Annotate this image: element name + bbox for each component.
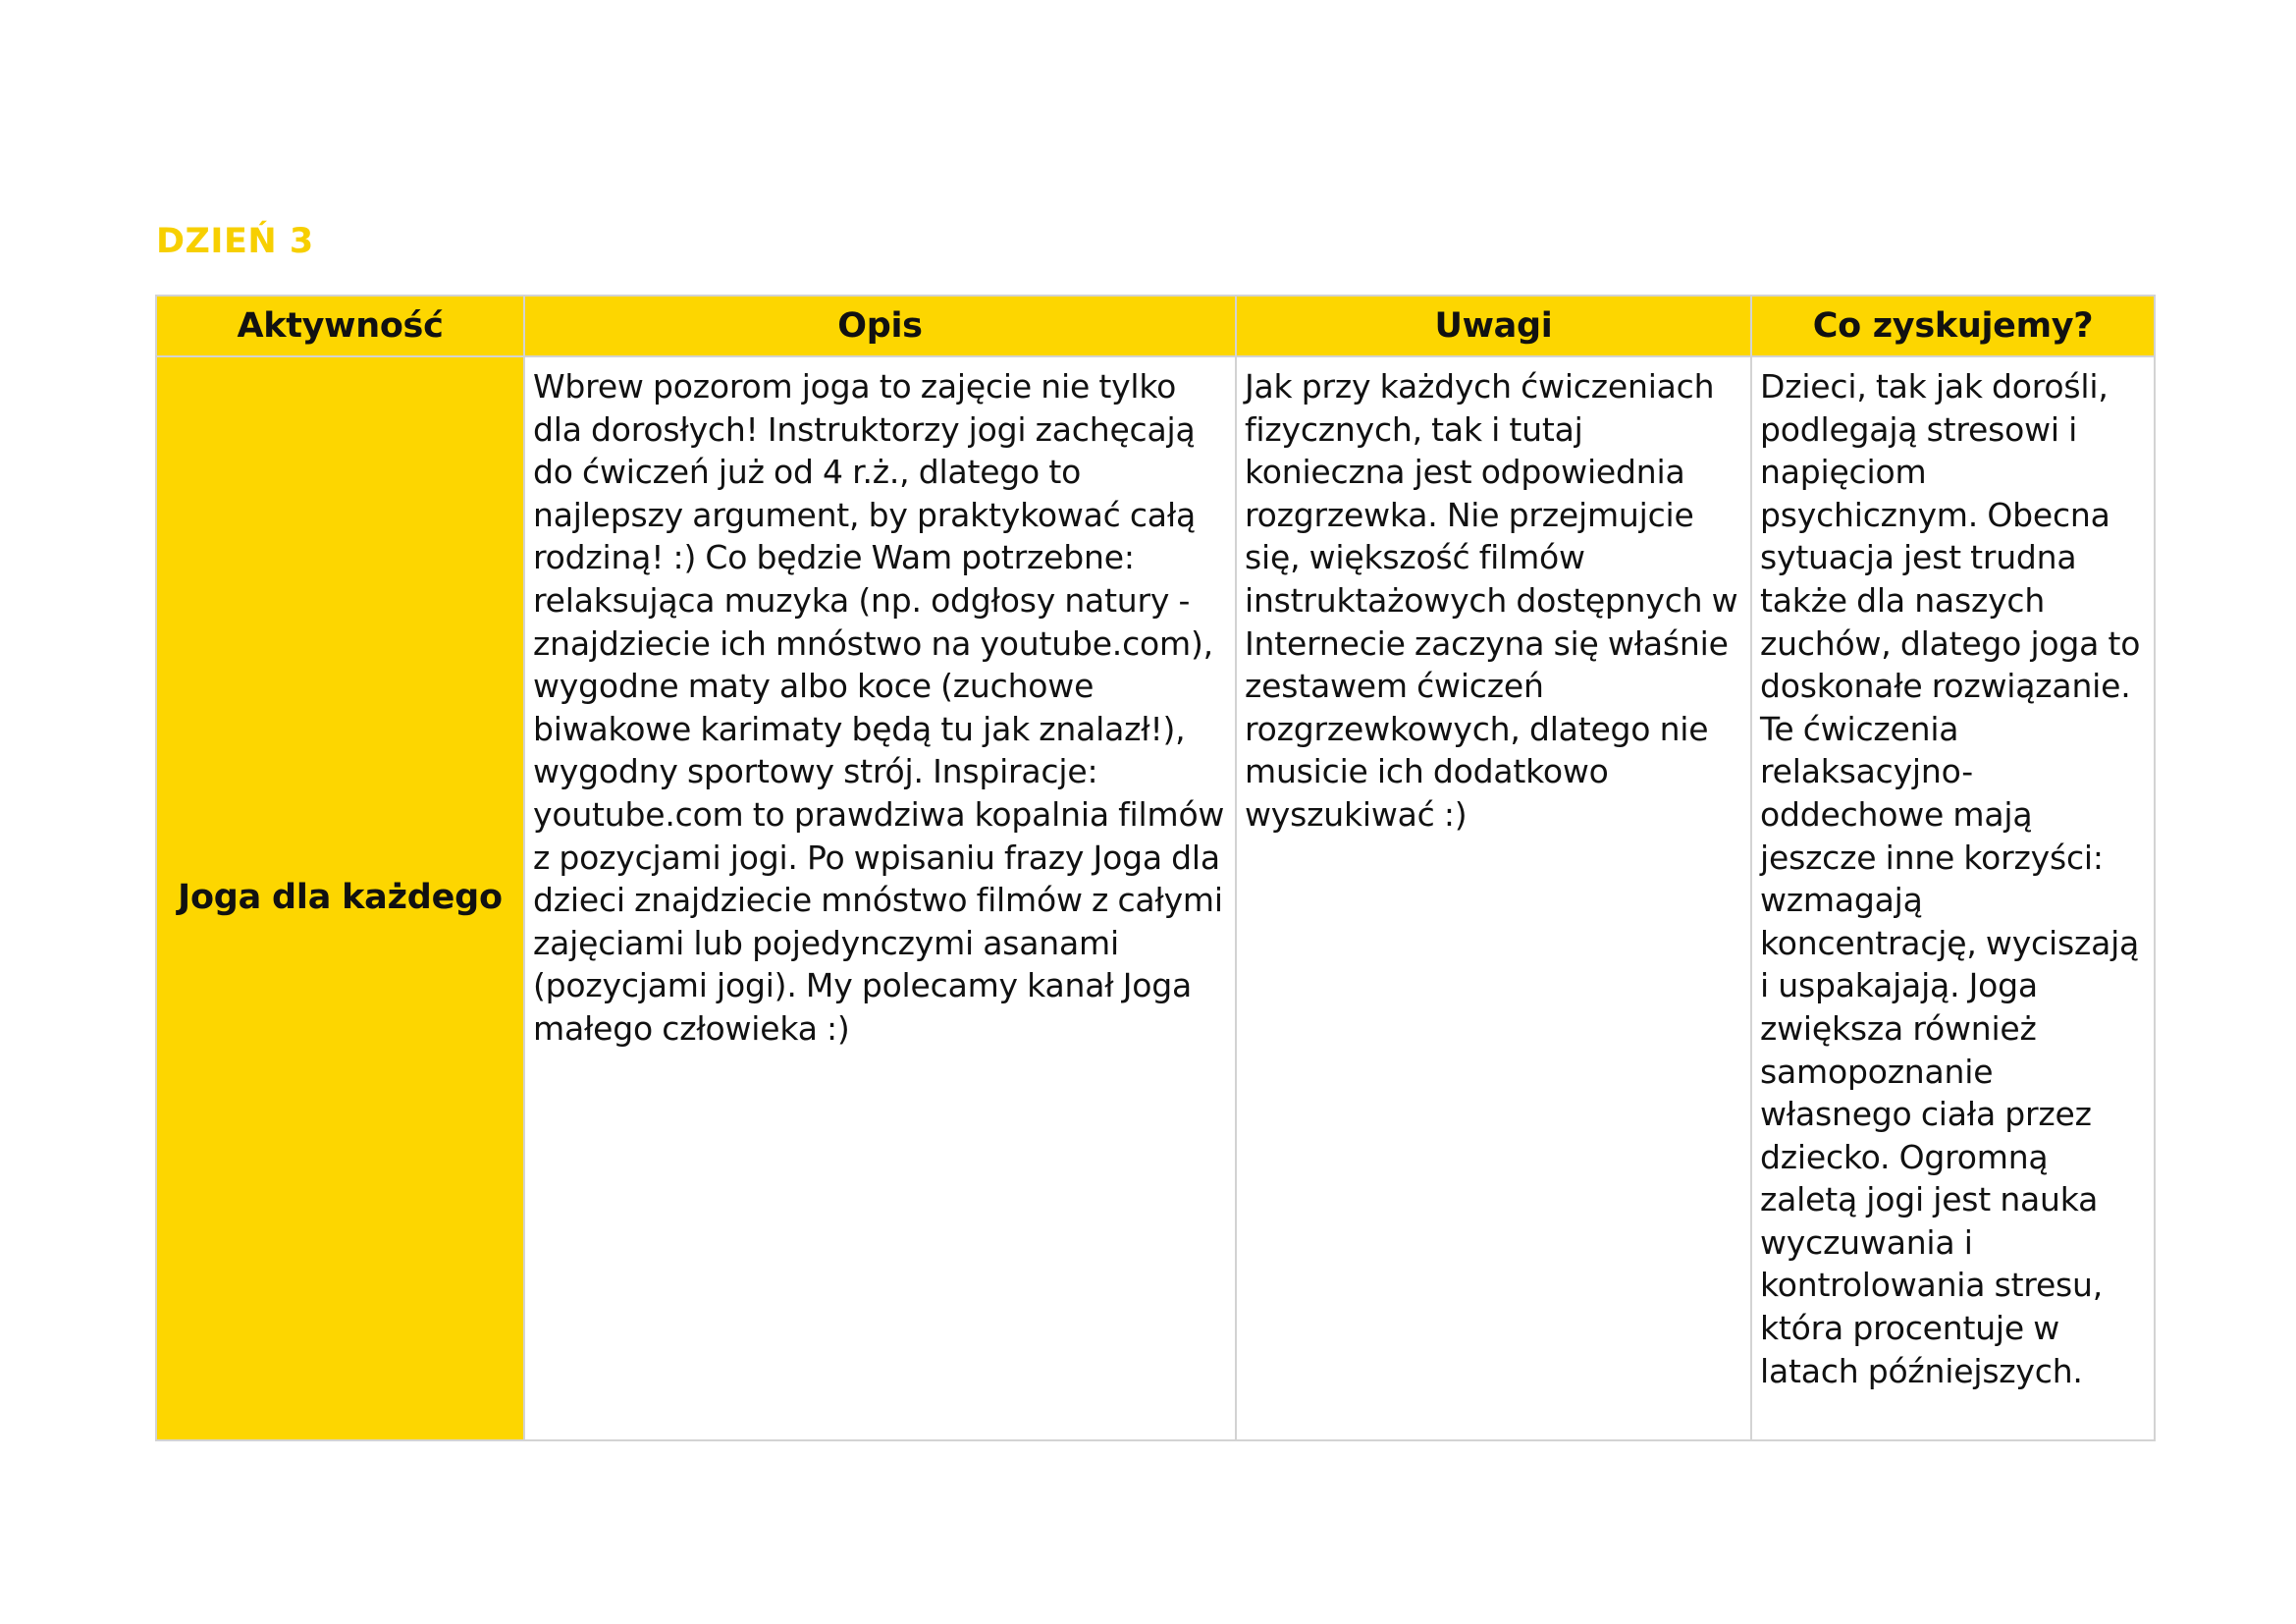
- activity-cell: Joga dla każdego: [156, 356, 524, 1440]
- activity-table: [155, 295, 2156, 1441]
- header-notes: Uwagi: [1236, 296, 1751, 356]
- header-description: Opis: [524, 296, 1236, 356]
- table-header: [156, 296, 2155, 356]
- header-row: [156, 296, 2155, 356]
- notes-text: Jak przy każdych ćwiczeniach fizycznych, tak i tutaj konieczna jest odpowiednia rozgrzewka. Nie przejmujcie się, większość filmów instruktażowych dostępnych w Internecie zaczyna się właśnie zestawem ćwiczeń rozgrzewkowych, dlatego nie musicie ich dodatkowo wyszukiwać :): [1245, 367, 1738, 834]
- day-title: DZIEŃ 3: [156, 222, 314, 261]
- notes-cell: [1236, 356, 1751, 1440]
- description-cell: [524, 356, 1236, 1440]
- table-row: [156, 356, 2155, 1440]
- description-text: Wbrew pozorom joga to zajęcie nie tylko dla dorosłych! Instruktorzy jogi zachęcają do ćwiczeń już od 4 r.ż., dlatego to najlepszy argument, by praktykować całą rodziną! :) Co będzie Wam potrzebne: relaksująca muzyka (np. odgłosy natury - znajdziecie ich mnóstwo na youtube.com), wygodne maty albo koce (zuchowe biwakowe karimaty będą tu jak znalazł!), wygodny sportowy strój. Inspiracje: youtube.com to prawdziwa kopalnia filmów z pozycjami jogi. Po wpisaniu frazy Joga dla dzieci znajdziecie mnóstwo filmów z całymi zajęciami lub pojedynczymi asanami (pozycjami jogi). My polecamy kanał Joga małego człowieka :): [533, 367, 1225, 1048]
- table-body: [156, 356, 2155, 1440]
- benefits-text: Dzieci, tak jak dorośli, podlegają stresowi i napięciom psychicznym. Obecna sytuacja jest trudna także dla naszych zuchów, dlatego joga to doskonałe rozwiązanie. Te ćwiczenia relaksacyjno-oddechowe mają jeszcze inne korzyści: wzmagają koncentrację, wyciszają i uspakajają. Joga zwiększa również samopoznanie własnego ciała przez dziecko. Ogromną zaletą jogi jest nauka wyczuwania i kontrolowania stresu, która procentuje w latach późniejszych.: [1760, 367, 2141, 1390]
- header-benefits: Co zyskujemy?: [1751, 296, 2155, 356]
- benefits-cell: [1751, 356, 2155, 1440]
- header-activity: Aktywność: [156, 296, 524, 356]
